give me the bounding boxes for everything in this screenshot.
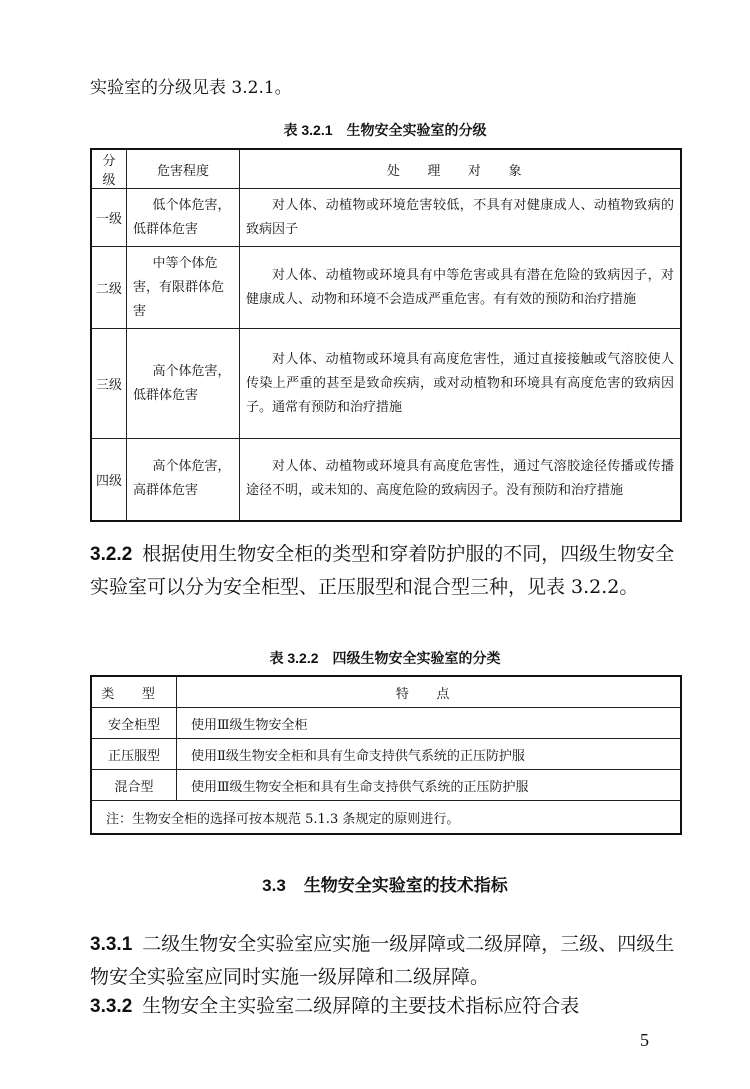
table-row [91, 189, 681, 247]
header-feature: 特 点 [177, 676, 682, 708]
cell-hazard: 中等个体危害，有限群体危害 [127, 247, 240, 329]
clause-3-2-2 [90, 538, 680, 603]
header-level: 分级 [91, 149, 127, 189]
header-target: 处 理 对 象 [240, 149, 682, 189]
intro-paragraph: 实验室的分级见表 3.2.1。 [90, 78, 292, 98]
clause-3-3-2-text: 生物安全主实验室二级屏障的主要技术指标应符合表 [142, 995, 580, 1017]
cell-target: 对人体、动植物或环境具有中等危害或具有潜在危险的致病因子，对健康成人、动物和环境不会造成严重危害。有有效的预防和治疗措施 [240, 247, 682, 329]
table-3-2-1-caption [90, 120, 680, 140]
clause-3-3-2-number: 3.3.2 [90, 996, 133, 1017]
clause-3-3-1-text: 二级生物安全实验室应实施一级屏障或二级屏障，三级、四级生物安全实验室应同时实施一级屏障和二级屏障。 [90, 933, 675, 988]
clause-3-3-1 [90, 928, 680, 993]
cell-level: 三级 [91, 329, 127, 439]
cell-level: 四级 [91, 439, 127, 521]
table-row [91, 739, 681, 770]
header-type: 类 型 [91, 676, 177, 708]
table-3-2-2 [90, 675, 682, 835]
page-number: 5 [640, 1030, 649, 1050]
table-3-2-1-title: 生物安全实验室的分级 [346, 122, 487, 138]
header-hazard: 危害程度 [127, 149, 240, 189]
clause-3-3-2 [90, 990, 680, 1023]
section-heading [90, 874, 680, 898]
cell-feature: 使用Ⅲ级生物安全柜和具有生命支持供气系统的正压防护服 [177, 770, 682, 801]
section-title: 生物安全实验室的技术指标 [303, 876, 508, 895]
cell-level: 一级 [91, 189, 127, 247]
cell-hazard: 低个体危害，低群体危害 [127, 189, 240, 247]
cell-feature: 使用Ⅲ级生物安全柜 [177, 708, 682, 739]
table-3-2-1 [90, 148, 682, 522]
cell-type: 正压服型 [91, 739, 177, 770]
cell-target: 对人体、动植物或环境危害较低，不具有对健康成人、动植物致病的致病因子 [240, 189, 682, 247]
cell-feature: 使用Ⅱ级生物安全柜和具有生命支持供气系统的正压防护服 [177, 739, 682, 770]
clause-3-2-2-text: 根据使用生物安全柜的类型和穿着防护服的不同，四级生物安全实验室可以分为安全柜型、正压服型和混合型三种，见表 3.2.2。 [90, 543, 675, 598]
table-note-row [91, 801, 681, 835]
table-3-2-2-number: 表 3.2.2 [269, 650, 319, 666]
section-number: 3.3 [262, 876, 286, 895]
cell-target: 对人体、动植物或环境具有高度危害性，通过气溶胶途径传播或传播途径不明，或未知的、高度危险的致病因子。没有预防和治疗措施 [240, 439, 682, 521]
table-note: 注：生物安全柜的选择可按本规范 5.1.3 条规定的原则进行。 [91, 801, 681, 835]
table-3-2-1-number: 表 3.2.1 [283, 122, 333, 138]
cell-type: 安全柜型 [91, 708, 177, 739]
cell-hazard: 高个体危害，低群体危害 [127, 329, 240, 439]
table-row [91, 439, 681, 521]
cell-target: 对人体、动植物或环境具有高度危害性，通过直接接触或气溶胶使人传染上严重的甚至是致命疾病，或对动植物和环境具有高度危害的致病因子。通常有预防和治疗措施 [240, 329, 682, 439]
cell-type: 混合型 [91, 770, 177, 801]
cell-level: 二级 [91, 247, 127, 329]
table-row [91, 247, 681, 329]
cell-hazard: 高个体危害，高群体危害 [127, 439, 240, 521]
clause-3-3-1-number: 3.3.1 [90, 934, 133, 955]
table-3-2-2-caption [90, 648, 680, 668]
table-row [91, 770, 681, 801]
table-header-row [91, 149, 681, 189]
table-row [91, 708, 681, 739]
clause-3-2-2-number: 3.2.2 [90, 544, 133, 565]
table-header-row [91, 676, 681, 708]
table-row [91, 329, 681, 439]
table-3-2-2-title: 四级生物安全实验室的分类 [332, 650, 501, 666]
